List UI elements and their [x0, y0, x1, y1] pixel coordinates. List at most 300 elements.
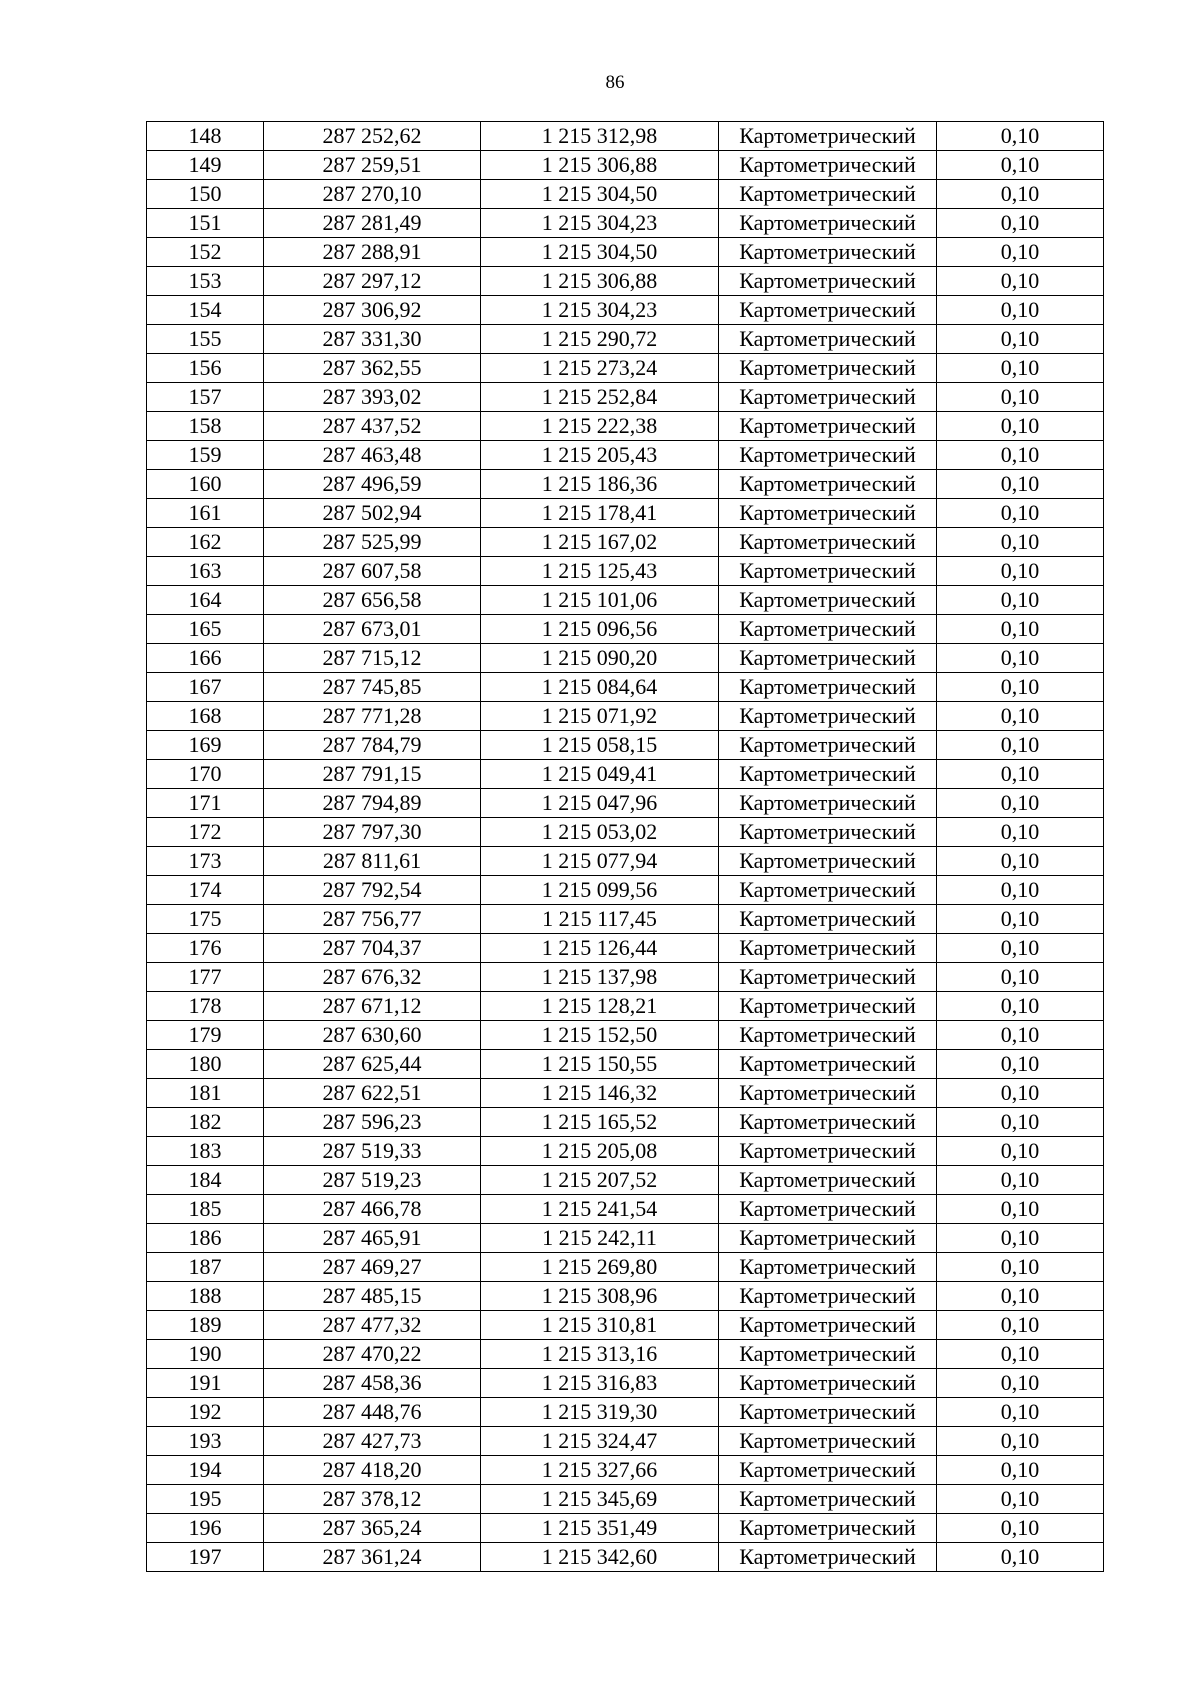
x-coordinate-cell: 287 466,78 — [264, 1195, 481, 1224]
y-coordinate-cell: 1 215 167,02 — [481, 528, 719, 557]
y-coordinate-cell: 1 215 306,88 — [481, 151, 719, 180]
method-cell: Картометрический — [719, 1224, 937, 1253]
point-number-cell: 179 — [147, 1021, 264, 1050]
y-coordinate-cell: 1 215 222,38 — [481, 412, 719, 441]
y-coordinate-cell: 1 215 084,64 — [481, 673, 719, 702]
point-number-cell: 151 — [147, 209, 264, 238]
method-cell: Картометрический — [719, 934, 937, 963]
x-coordinate-cell: 287 458,36 — [264, 1369, 481, 1398]
point-number-cell: 185 — [147, 1195, 264, 1224]
accuracy-cell: 0,10 — [937, 1079, 1104, 1108]
accuracy-cell: 0,10 — [937, 1253, 1104, 1282]
x-coordinate-cell: 287 794,89 — [264, 789, 481, 818]
x-coordinate-cell: 287 465,91 — [264, 1224, 481, 1253]
point-number-cell: 192 — [147, 1398, 264, 1427]
method-cell: Картометрический — [719, 1079, 937, 1108]
y-coordinate-cell: 1 215 047,96 — [481, 789, 719, 818]
table-row — [147, 1253, 1104, 1282]
point-number-cell: 191 — [147, 1369, 264, 1398]
x-coordinate-cell: 287 791,15 — [264, 760, 481, 789]
method-cell: Картометрический — [719, 673, 937, 702]
x-coordinate-cell: 287 792,54 — [264, 876, 481, 905]
table-row — [147, 1427, 1104, 1456]
method-cell: Картометрический — [719, 470, 937, 499]
table-row — [147, 267, 1104, 296]
method-cell: Картометрический — [719, 238, 937, 267]
y-coordinate-cell: 1 215 178,41 — [481, 499, 719, 528]
y-coordinate-cell: 1 215 241,54 — [481, 1195, 719, 1224]
table-row — [147, 528, 1104, 557]
x-coordinate-cell: 287 281,49 — [264, 209, 481, 238]
accuracy-cell: 0,10 — [937, 760, 1104, 789]
point-number-cell: 178 — [147, 992, 264, 1021]
table-row — [147, 731, 1104, 760]
accuracy-cell: 0,10 — [937, 354, 1104, 383]
y-coordinate-cell: 1 215 205,08 — [481, 1137, 719, 1166]
point-number-cell: 197 — [147, 1543, 264, 1572]
table-row — [147, 354, 1104, 383]
accuracy-cell: 0,10 — [937, 1398, 1104, 1427]
method-cell: Картометрический — [719, 267, 937, 296]
accuracy-cell: 0,10 — [937, 528, 1104, 557]
method-cell: Картометрический — [719, 615, 937, 644]
y-coordinate-cell: 1 215 319,30 — [481, 1398, 719, 1427]
method-cell: Картометрический — [719, 702, 937, 731]
accuracy-cell: 0,10 — [937, 963, 1104, 992]
point-number-cell: 175 — [147, 905, 264, 934]
table-row — [147, 1340, 1104, 1369]
method-cell: Картометрический — [719, 963, 937, 992]
x-coordinate-cell: 287 625,44 — [264, 1050, 481, 1079]
table-row — [147, 1282, 1104, 1311]
x-coordinate-cell: 287 811,61 — [264, 847, 481, 876]
accuracy-cell: 0,10 — [937, 238, 1104, 267]
accuracy-cell: 0,10 — [937, 1340, 1104, 1369]
point-number-cell: 190 — [147, 1340, 264, 1369]
point-number-cell: 184 — [147, 1166, 264, 1195]
method-cell: Картометрический — [719, 1195, 937, 1224]
point-number-cell: 183 — [147, 1137, 264, 1166]
method-cell: Картометрический — [719, 644, 937, 673]
x-coordinate-cell: 287 673,01 — [264, 615, 481, 644]
point-number-cell: 156 — [147, 354, 264, 383]
accuracy-cell: 0,10 — [937, 644, 1104, 673]
accuracy-cell: 0,10 — [937, 789, 1104, 818]
x-coordinate-cell: 287 252,62 — [264, 122, 481, 151]
y-coordinate-cell: 1 215 126,44 — [481, 934, 719, 963]
y-coordinate-cell: 1 215 128,21 — [481, 992, 719, 1021]
accuracy-cell: 0,10 — [937, 412, 1104, 441]
y-coordinate-cell: 1 215 316,83 — [481, 1369, 719, 1398]
accuracy-cell: 0,10 — [937, 1514, 1104, 1543]
y-coordinate-cell: 1 215 205,43 — [481, 441, 719, 470]
point-number-cell: 195 — [147, 1485, 264, 1514]
point-number-cell: 150 — [147, 180, 264, 209]
method-cell: Картометрический — [719, 412, 937, 441]
y-coordinate-cell: 1 215 351,49 — [481, 1514, 719, 1543]
table-row — [147, 1398, 1104, 1427]
table-row — [147, 238, 1104, 267]
y-coordinate-cell: 1 215 090,20 — [481, 644, 719, 673]
y-coordinate-cell: 1 215 252,84 — [481, 383, 719, 412]
table-row — [147, 818, 1104, 847]
x-coordinate-cell: 287 745,85 — [264, 673, 481, 702]
table-row — [147, 586, 1104, 615]
y-coordinate-cell: 1 215 077,94 — [481, 847, 719, 876]
method-cell: Картометрический — [719, 557, 937, 586]
x-coordinate-cell: 287 259,51 — [264, 151, 481, 180]
page-number: 86 — [605, 72, 625, 93]
table-row — [147, 383, 1104, 412]
point-number-cell: 176 — [147, 934, 264, 963]
x-coordinate-cell: 287 448,76 — [264, 1398, 481, 1427]
accuracy-cell: 0,10 — [937, 615, 1104, 644]
point-number-cell: 182 — [147, 1108, 264, 1137]
y-coordinate-cell: 1 215 117,45 — [481, 905, 719, 934]
x-coordinate-cell: 287 270,10 — [264, 180, 481, 209]
x-coordinate-cell: 287 362,55 — [264, 354, 481, 383]
method-cell: Картометрический — [719, 1485, 937, 1514]
accuracy-cell: 0,10 — [937, 1427, 1104, 1456]
table-row — [147, 615, 1104, 644]
table-row — [147, 789, 1104, 818]
accuracy-cell: 0,10 — [937, 1224, 1104, 1253]
method-cell: Картометрический — [719, 1166, 937, 1195]
method-cell: Картометрический — [719, 1021, 937, 1050]
y-coordinate-cell: 1 215 269,80 — [481, 1253, 719, 1282]
x-coordinate-cell: 287 502,94 — [264, 499, 481, 528]
table-row — [147, 1137, 1104, 1166]
point-number-cell: 164 — [147, 586, 264, 615]
accuracy-cell: 0,10 — [937, 151, 1104, 180]
point-number-cell: 174 — [147, 876, 264, 905]
table-row — [147, 1021, 1104, 1050]
method-cell: Картометрический — [719, 760, 937, 789]
method-cell: Картометрический — [719, 905, 937, 934]
coordinates-table — [146, 121, 1104, 1572]
method-cell: Картометрический — [719, 876, 937, 905]
y-coordinate-cell: 1 215 308,96 — [481, 1282, 719, 1311]
method-cell: Картометрический — [719, 1543, 937, 1572]
accuracy-cell: 0,10 — [937, 905, 1104, 934]
method-cell: Картометрический — [719, 1398, 937, 1427]
accuracy-cell: 0,10 — [937, 1543, 1104, 1572]
x-coordinate-cell: 287 306,92 — [264, 296, 481, 325]
accuracy-cell: 0,10 — [937, 209, 1104, 238]
table-row — [147, 325, 1104, 354]
point-number-cell: 171 — [147, 789, 264, 818]
method-cell: Картометрический — [719, 992, 937, 1021]
y-coordinate-cell: 1 215 058,15 — [481, 731, 719, 760]
y-coordinate-cell: 1 215 096,56 — [481, 615, 719, 644]
x-coordinate-cell: 287 331,30 — [264, 325, 481, 354]
method-cell: Картометрический — [719, 325, 937, 354]
x-coordinate-cell: 287 519,23 — [264, 1166, 481, 1195]
y-coordinate-cell: 1 215 304,23 — [481, 209, 719, 238]
table-row — [147, 1224, 1104, 1253]
x-coordinate-cell: 287 671,12 — [264, 992, 481, 1021]
accuracy-cell: 0,10 — [937, 1311, 1104, 1340]
accuracy-cell: 0,10 — [937, 180, 1104, 209]
x-coordinate-cell: 287 704,37 — [264, 934, 481, 963]
accuracy-cell: 0,10 — [937, 1021, 1104, 1050]
y-coordinate-cell: 1 215 053,02 — [481, 818, 719, 847]
x-coordinate-cell: 287 771,28 — [264, 702, 481, 731]
table-row — [147, 209, 1104, 238]
x-coordinate-cell: 287 630,60 — [264, 1021, 481, 1050]
accuracy-cell: 0,10 — [937, 1369, 1104, 1398]
method-cell: Картометрический — [719, 1369, 937, 1398]
accuracy-cell: 0,10 — [937, 847, 1104, 876]
x-coordinate-cell: 287 519,33 — [264, 1137, 481, 1166]
method-cell: Картометрический — [719, 1253, 937, 1282]
point-number-cell: 153 — [147, 267, 264, 296]
point-number-cell: 149 — [147, 151, 264, 180]
x-coordinate-cell: 287 378,12 — [264, 1485, 481, 1514]
point-number-cell: 154 — [147, 296, 264, 325]
table-row — [147, 760, 1104, 789]
method-cell: Картометрический — [719, 789, 937, 818]
table-row — [147, 963, 1104, 992]
table-row — [147, 876, 1104, 905]
accuracy-cell: 0,10 — [937, 267, 1104, 296]
table-row — [147, 673, 1104, 702]
table-row — [147, 1311, 1104, 1340]
x-coordinate-cell: 287 393,02 — [264, 383, 481, 412]
accuracy-cell: 0,10 — [937, 876, 1104, 905]
table-row — [147, 1050, 1104, 1079]
method-cell: Картометрический — [719, 441, 937, 470]
x-coordinate-cell: 287 470,22 — [264, 1340, 481, 1369]
point-number-cell: 157 — [147, 383, 264, 412]
accuracy-cell: 0,10 — [937, 992, 1104, 1021]
table-row — [147, 470, 1104, 499]
x-coordinate-cell: 287 676,32 — [264, 963, 481, 992]
table-row — [147, 644, 1104, 673]
accuracy-cell: 0,10 — [937, 818, 1104, 847]
point-number-cell: 161 — [147, 499, 264, 528]
method-cell: Картометрический — [719, 180, 937, 209]
y-coordinate-cell: 1 215 342,60 — [481, 1543, 719, 1572]
x-coordinate-cell: 287 596,23 — [264, 1108, 481, 1137]
y-coordinate-cell: 1 215 313,16 — [481, 1340, 719, 1369]
table-row — [147, 847, 1104, 876]
point-number-cell: 169 — [147, 731, 264, 760]
x-coordinate-cell: 287 496,59 — [264, 470, 481, 499]
point-number-cell: 181 — [147, 1079, 264, 1108]
y-coordinate-cell: 1 215 125,43 — [481, 557, 719, 586]
point-number-cell: 186 — [147, 1224, 264, 1253]
accuracy-cell: 0,10 — [937, 1108, 1104, 1137]
method-cell: Картометрический — [719, 499, 937, 528]
point-number-cell: 170 — [147, 760, 264, 789]
method-cell: Картометрический — [719, 586, 937, 615]
accuracy-cell: 0,10 — [937, 731, 1104, 760]
y-coordinate-cell: 1 215 146,32 — [481, 1079, 719, 1108]
method-cell: Картометрический — [719, 151, 937, 180]
method-cell: Картометрический — [719, 1456, 937, 1485]
accuracy-cell: 0,10 — [937, 557, 1104, 586]
y-coordinate-cell: 1 215 099,56 — [481, 876, 719, 905]
accuracy-cell: 0,10 — [937, 1166, 1104, 1195]
point-number-cell: 172 — [147, 818, 264, 847]
table-row — [147, 557, 1104, 586]
table-row — [147, 441, 1104, 470]
y-coordinate-cell: 1 215 273,24 — [481, 354, 719, 383]
x-coordinate-cell: 287 656,58 — [264, 586, 481, 615]
x-coordinate-cell: 287 477,32 — [264, 1311, 481, 1340]
table-row — [147, 905, 1104, 934]
accuracy-cell: 0,10 — [937, 325, 1104, 354]
x-coordinate-cell: 287 784,79 — [264, 731, 481, 760]
method-cell: Картометрический — [719, 1340, 937, 1369]
coordinates-table-body — [147, 122, 1104, 1572]
accuracy-cell: 0,10 — [937, 383, 1104, 412]
y-coordinate-cell: 1 215 071,92 — [481, 702, 719, 731]
accuracy-cell: 0,10 — [937, 1282, 1104, 1311]
table-row — [147, 122, 1104, 151]
point-number-cell: 159 — [147, 441, 264, 470]
table-row — [147, 1079, 1104, 1108]
x-coordinate-cell: 287 288,91 — [264, 238, 481, 267]
table-row — [147, 1485, 1104, 1514]
table-row — [147, 1543, 1104, 1572]
table-row — [147, 1456, 1104, 1485]
x-coordinate-cell: 287 361,24 — [264, 1543, 481, 1572]
point-number-cell: 189 — [147, 1311, 264, 1340]
accuracy-cell: 0,10 — [937, 934, 1104, 963]
x-coordinate-cell: 287 469,27 — [264, 1253, 481, 1282]
x-coordinate-cell: 287 365,24 — [264, 1514, 481, 1543]
method-cell: Картометрический — [719, 731, 937, 760]
y-coordinate-cell: 1 215 165,52 — [481, 1108, 719, 1137]
point-number-cell: 173 — [147, 847, 264, 876]
table-row — [147, 1195, 1104, 1224]
method-cell: Картометрический — [719, 209, 937, 238]
point-number-cell: 158 — [147, 412, 264, 441]
y-coordinate-cell: 1 215 312,98 — [481, 122, 719, 151]
table-row — [147, 1166, 1104, 1195]
y-coordinate-cell: 1 215 242,11 — [481, 1224, 719, 1253]
accuracy-cell: 0,10 — [937, 1050, 1104, 1079]
point-number-cell: 168 — [147, 702, 264, 731]
accuracy-cell: 0,10 — [937, 1485, 1104, 1514]
point-number-cell: 180 — [147, 1050, 264, 1079]
method-cell: Картометрический — [719, 1137, 937, 1166]
table-row — [147, 1369, 1104, 1398]
point-number-cell: 194 — [147, 1456, 264, 1485]
point-number-cell: 187 — [147, 1253, 264, 1282]
y-coordinate-cell: 1 215 152,50 — [481, 1021, 719, 1050]
point-number-cell: 162 — [147, 528, 264, 557]
table-row — [147, 1108, 1104, 1137]
y-coordinate-cell: 1 215 137,98 — [481, 963, 719, 992]
y-coordinate-cell: 1 215 186,36 — [481, 470, 719, 499]
y-coordinate-cell: 1 215 304,50 — [481, 238, 719, 267]
accuracy-cell: 0,10 — [937, 1456, 1104, 1485]
method-cell: Картометрический — [719, 1050, 937, 1079]
accuracy-cell: 0,10 — [937, 1137, 1104, 1166]
y-coordinate-cell: 1 215 049,41 — [481, 760, 719, 789]
x-coordinate-cell: 287 525,99 — [264, 528, 481, 557]
method-cell: Картометрический — [719, 847, 937, 876]
method-cell: Картометрический — [719, 296, 937, 325]
table-row — [147, 412, 1104, 441]
method-cell: Картометрический — [719, 354, 937, 383]
table-row — [147, 499, 1104, 528]
x-coordinate-cell: 287 607,58 — [264, 557, 481, 586]
method-cell: Картометрический — [719, 1282, 937, 1311]
method-cell: Картометрический — [719, 383, 937, 412]
y-coordinate-cell: 1 215 310,81 — [481, 1311, 719, 1340]
x-coordinate-cell: 287 485,15 — [264, 1282, 481, 1311]
accuracy-cell: 0,10 — [937, 296, 1104, 325]
point-number-cell: 196 — [147, 1514, 264, 1543]
table-row — [147, 296, 1104, 325]
accuracy-cell: 0,10 — [937, 702, 1104, 731]
accuracy-cell: 0,10 — [937, 441, 1104, 470]
point-number-cell: 188 — [147, 1282, 264, 1311]
y-coordinate-cell: 1 215 207,52 — [481, 1166, 719, 1195]
point-number-cell: 148 — [147, 122, 264, 151]
accuracy-cell: 0,10 — [937, 499, 1104, 528]
y-coordinate-cell: 1 215 290,72 — [481, 325, 719, 354]
y-coordinate-cell: 1 215 304,23 — [481, 296, 719, 325]
method-cell: Картометрический — [719, 1311, 937, 1340]
y-coordinate-cell: 1 215 306,88 — [481, 267, 719, 296]
point-number-cell: 165 — [147, 615, 264, 644]
y-coordinate-cell: 1 215 327,66 — [481, 1456, 719, 1485]
y-coordinate-cell: 1 215 345,69 — [481, 1485, 719, 1514]
x-coordinate-cell: 287 797,30 — [264, 818, 481, 847]
x-coordinate-cell: 287 427,73 — [264, 1427, 481, 1456]
point-number-cell: 167 — [147, 673, 264, 702]
y-coordinate-cell: 1 215 304,50 — [481, 180, 719, 209]
table-row — [147, 1514, 1104, 1543]
point-number-cell: 160 — [147, 470, 264, 499]
accuracy-cell: 0,10 — [937, 586, 1104, 615]
point-number-cell: 163 — [147, 557, 264, 586]
point-number-cell: 193 — [147, 1427, 264, 1456]
x-coordinate-cell: 287 715,12 — [264, 644, 481, 673]
method-cell: Картометрический — [719, 1108, 937, 1137]
table-row — [147, 180, 1104, 209]
y-coordinate-cell: 1 215 324,47 — [481, 1427, 719, 1456]
x-coordinate-cell: 287 297,12 — [264, 267, 481, 296]
accuracy-cell: 0,10 — [937, 122, 1104, 151]
method-cell: Картометрический — [719, 1427, 937, 1456]
x-coordinate-cell: 287 418,20 — [264, 1456, 481, 1485]
accuracy-cell: 0,10 — [937, 673, 1104, 702]
method-cell: Картометрический — [719, 818, 937, 847]
table-row — [147, 151, 1104, 180]
table-row — [147, 934, 1104, 963]
x-coordinate-cell: 287 437,52 — [264, 412, 481, 441]
point-number-cell: 177 — [147, 963, 264, 992]
method-cell: Картометрический — [719, 122, 937, 151]
accuracy-cell: 0,10 — [937, 1195, 1104, 1224]
point-number-cell: 166 — [147, 644, 264, 673]
x-coordinate-cell: 287 463,48 — [264, 441, 481, 470]
y-coordinate-cell: 1 215 101,06 — [481, 586, 719, 615]
point-number-cell: 152 — [147, 238, 264, 267]
point-number-cell: 155 — [147, 325, 264, 354]
x-coordinate-cell: 287 622,51 — [264, 1079, 481, 1108]
table-row — [147, 702, 1104, 731]
x-coordinate-cell: 287 756,77 — [264, 905, 481, 934]
y-coordinate-cell: 1 215 150,55 — [481, 1050, 719, 1079]
method-cell: Картометрический — [719, 528, 937, 557]
